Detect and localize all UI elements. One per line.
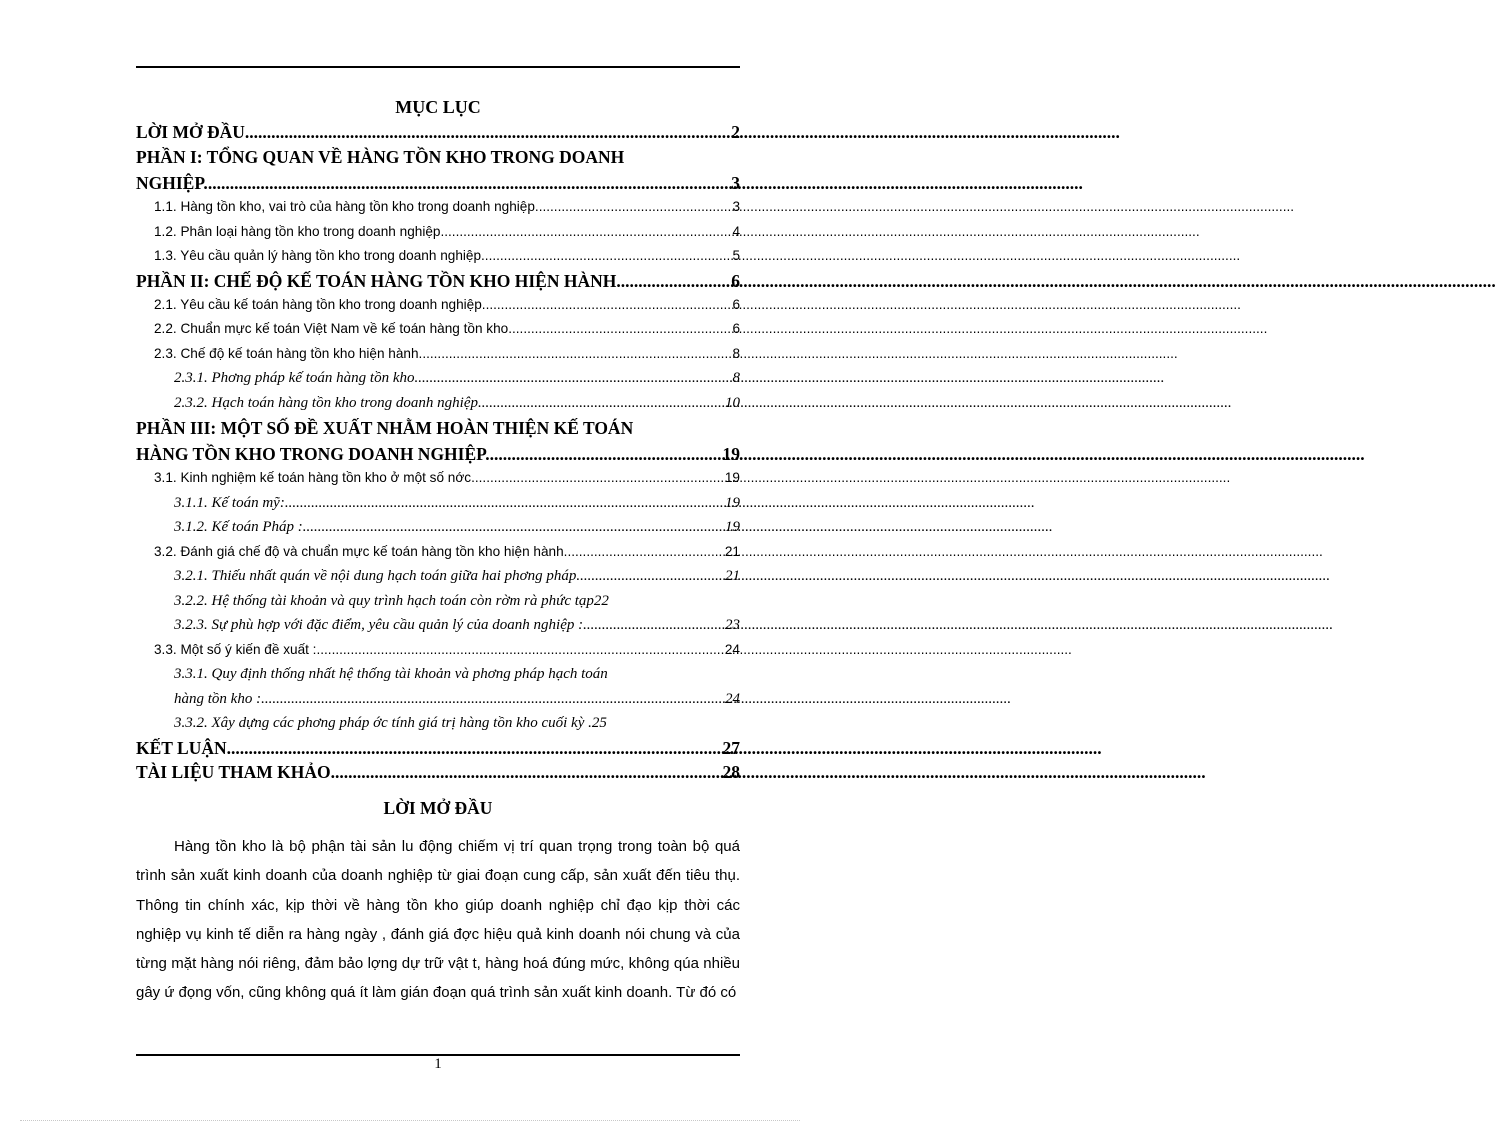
page-number: 1 <box>434 1056 442 1072</box>
toc-entry-page: 6 <box>731 270 740 291</box>
toc-entry-text: 3.2.3. Sự phù hợp với đặc điểm, yêu cầu quản lý của doanh nghiệp : <box>174 617 584 633</box>
toc-entry-page: 24 <box>725 690 740 707</box>
toc-entry-page: 25 <box>591 715 607 731</box>
toc-entry-text: 3.3. Một số ý kiến đề xuất : <box>154 641 317 657</box>
section-heading: LỜI MỞ ĐẦU <box>383 798 493 818</box>
toc-entry[interactable] <box>136 638 740 663</box>
toc-entry-line[interactable]: 3.3.1. Quy định thống nhất hệ thống tài khoản và phơng pháp hạch toán <box>174 666 608 682</box>
toc-entry-page: 3 <box>731 173 740 193</box>
toc-entry[interactable] <box>136 195 740 220</box>
toc-entry-page: 2 <box>731 122 740 142</box>
table-of-contents <box>136 120 740 784</box>
toc-entry-page: 19 <box>722 444 740 464</box>
toc-entry-text: 2.3. Chế độ kế toán hàng tồn kho hiện hành. <box>154 345 423 361</box>
toc-entry[interactable] <box>136 540 740 565</box>
toc-entry-page: 19 <box>725 519 740 535</box>
toc-entry-text: 3.2.1. Thiếu nhất quán về nội dung hạch toán giữa hai phơng pháp. <box>174 568 581 584</box>
toc-entry-page: 8 <box>732 345 740 361</box>
toc-entry-text: 3.2.2. Hệ thống tài khoản và quy trình hạch toán còn rờm rà phức tạp <box>174 592 594 609</box>
toc-entry[interactable] <box>136 760 740 784</box>
toc-entry-text: KẾT LUẬN <box>136 737 227 758</box>
toc-entry[interactable] <box>136 366 740 391</box>
toc-entry[interactable] <box>136 171 740 195</box>
toc-entry[interactable] <box>136 613 740 638</box>
toc-entry-page: 21 <box>725 568 740 584</box>
toc-entry-line[interactable]: PHẦN III: MỘT SỐ ĐỀ XUẤT NHẰM HOÀN THIỆN KẾ TOÁN <box>136 418 634 438</box>
toc-entry[interactable] <box>136 589 740 614</box>
toc-entry[interactable] <box>136 391 740 416</box>
intro-body <box>136 832 740 1008</box>
toc-entry[interactable] <box>136 564 740 589</box>
toc-entry[interactable] <box>136 711 740 736</box>
toc-entry-page: 5 <box>732 248 740 263</box>
toc-entry-page: 24 <box>724 641 740 657</box>
page-edge <box>20 1120 800 1121</box>
toc-entry-page: 19 <box>725 494 740 511</box>
toc-entry-text: NGHIỆP. <box>136 173 208 193</box>
toc-entry[interactable] <box>136 269 740 293</box>
toc-entry[interactable] <box>136 244 740 269</box>
toc-title: MỤC LỤC <box>395 97 481 117</box>
toc-entry-text: hàng tồn kho : <box>174 690 262 707</box>
toc-entry[interactable] <box>136 342 740 367</box>
toc-entry-page: 10 <box>725 394 740 411</box>
toc-entry-page: 19 <box>724 470 740 485</box>
body-paragraph: Hàng tồn kho là bộ phận tài sản lu động chiếm vị trí quan trọng trong toàn bộ quá trình sản xuất kinh doanh của doanh nghiệp từ giai đoạn cung cấp, sản xuất đến tiêu thụ. Thông tin chính xác, kịp thời về hàng tồn kho giúp doanh nghiệp chỉ đạo kịp thời các nghiệp vụ kinh tế diễn ra hàng ngày , đánh giá đợc hiệu quả kinh doanh nói chung và của từng mặt hàng nói riêng, đảm bảo lợng dự trữ vật t, hàng hoá đúng mức, không qúa nhiều gây ứ đọng vốn, cũng không quá ít làm gián đoạn quá trình sản xuất kinh doanh. Từ đó có <box>136 838 740 1002</box>
toc-entry-text: 3.1. Kinh nghiệm kế toán hàng tồn kho ở một số nớc. <box>154 470 475 485</box>
toc-entry[interactable] <box>136 442 740 466</box>
toc-entry-text: PHẦN II: CHẾ ĐỘ KẾ TOÁN HÀNG TỒN KHO HIỆN HÀNH. <box>136 270 621 291</box>
toc-entry-page: 23 <box>725 617 740 633</box>
toc-entry-page: 28 <box>722 761 740 782</box>
toc-entry-page: 4 <box>732 223 740 239</box>
toc-entry-page: 22 <box>593 592 609 609</box>
toc-entry[interactable] <box>136 736 740 760</box>
toc-entry[interactable] <box>136 466 740 491</box>
toc-entry-text: HÀNG TỒN KHO TRONG DOANH NGHIỆP. <box>136 444 490 464</box>
toc-entry-text: 2.2. Chuẩn mực kế toán Việt Nam về kế toán hàng tồn kho. <box>154 321 512 336</box>
toc-entry-text: 2.1. Yêu cầu kế toán hàng tồn kho trong doanh nghiệp. <box>154 296 486 312</box>
toc-entry-text: 3.1.1. Kế toán mỹ: <box>174 494 285 511</box>
toc-entry-page: 3 <box>732 199 740 214</box>
toc-entry[interactable] <box>136 317 740 342</box>
toc-entry-text: 1.3. Yêu cầu quản lý hàng tồn kho trong doanh nghiệp. <box>154 248 485 263</box>
toc-entry-page: 8 <box>732 370 740 386</box>
toc-entry[interactable] <box>136 220 740 245</box>
toc-entry-text: 3.2. Đánh giá chế độ và chuẩn mực kế toán hàng tồn kho hiện hành. <box>154 543 568 559</box>
toc-entry[interactable] <box>136 515 740 540</box>
toc-entry[interactable] <box>136 687 740 712</box>
toc-entry-page: 6 <box>732 296 740 312</box>
toc-entry-text: 1.2. Phân loại hàng tồn kho trong doanh nghiệp. <box>154 223 445 239</box>
toc-entry-text: TÀI LIỆU THAM KHẢO <box>136 761 331 782</box>
toc-entry-text: 3.3.2. Xây dựng các phơng pháp ớc tính giá trị hàng tồn kho cuối kỳ . <box>174 715 592 731</box>
toc-entry[interactable] <box>136 120 740 144</box>
toc-entry-line[interactable]: PHẦN I: TỔNG QUAN VỀ HÀNG TỒN KHO TRONG DOANH <box>136 147 625 167</box>
toc-entry-page: 27 <box>722 737 740 758</box>
toc-entry-text: 2.3.1. Phơng pháp kế toán hàng tồn kho <box>174 370 415 386</box>
header-rule <box>136 66 740 68</box>
toc-entry[interactable] <box>136 293 740 318</box>
toc-entry-text: 2.3.2. Hạch toán hàng tồn kho trong doanh nghiệp. <box>174 394 482 411</box>
toc-entry-page: 21 <box>724 543 740 559</box>
toc-entry[interactable] <box>136 491 740 516</box>
toc-entry-text: 3.1.2. Kế toán Pháp : <box>174 519 303 535</box>
toc-entry-page: 6 <box>732 321 740 336</box>
toc-entry-text: 1.1. Hàng tồn kho, vai trò của hàng tồn kho trong doanh nghiệp. <box>154 199 539 214</box>
toc-entry-text: LỜI MỞ ĐẦU <box>136 122 245 142</box>
